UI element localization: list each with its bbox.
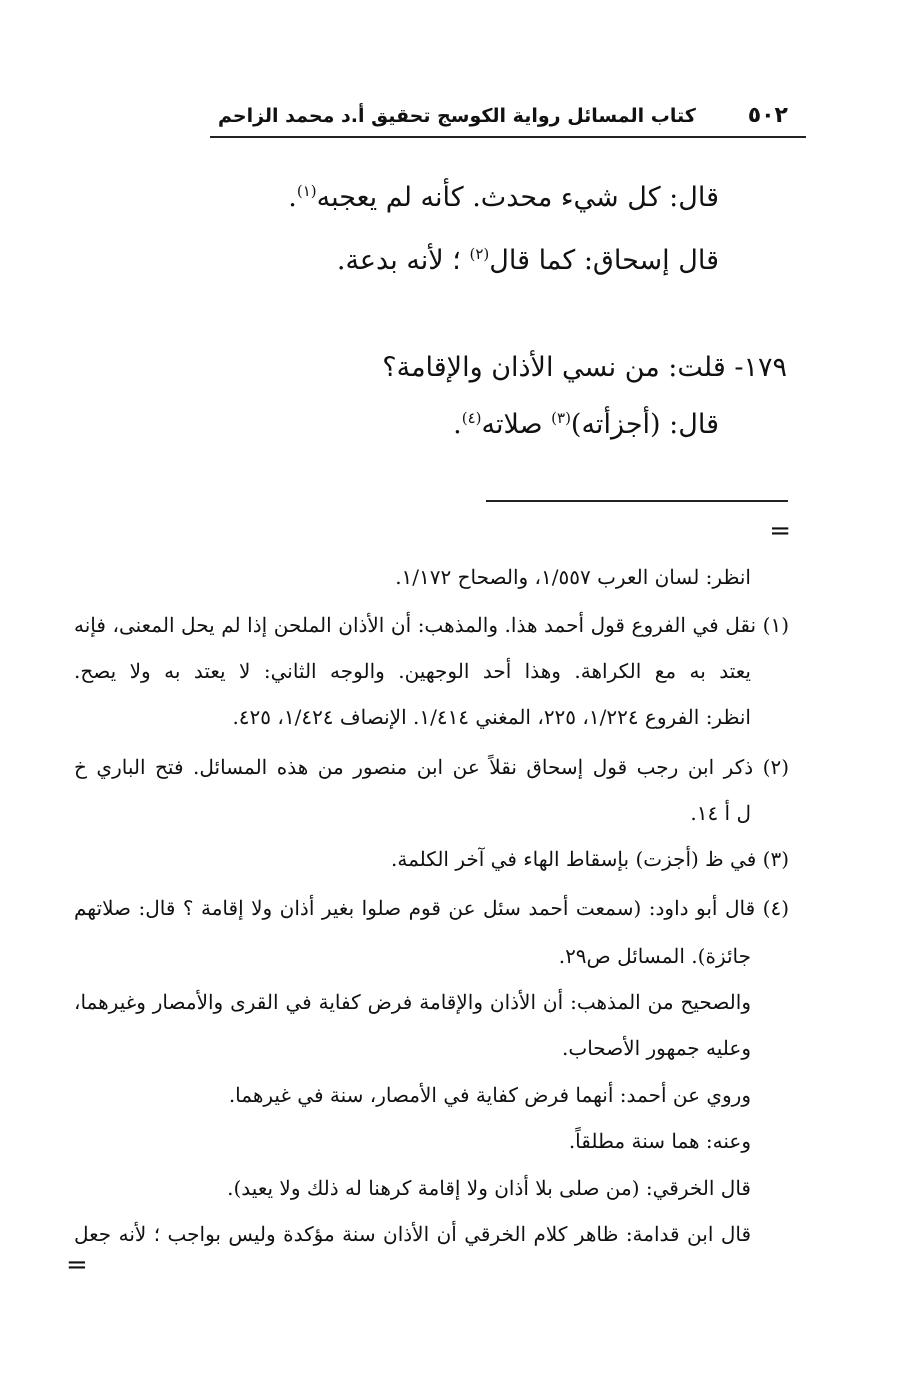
answer-text: قال: (أجزأته) bbox=[570, 409, 719, 440]
running-title: كتاب المسائل رواية الكوسج تحقيق أ.د محمد الزاحم bbox=[218, 105, 696, 127]
main-line-1-text: قال: كل شيء محدث. كأنه لم يعجبه bbox=[316, 182, 719, 213]
footnote-line-13: وعنه: هما سنة مطلقاً. bbox=[568, 1129, 751, 1153]
footnote-ref-1: (١) bbox=[296, 182, 317, 200]
continuation-mark-bottom: = bbox=[66, 1250, 88, 1280]
page-header bbox=[218, 96, 788, 136]
continuation-mark-top: = bbox=[769, 516, 791, 546]
footnote-line-7: (٣) في ظ (أجزت) بإسقاط الهاء في آخر الكلمة. bbox=[391, 847, 789, 871]
answer-end: . bbox=[453, 409, 462, 440]
main-line-1-end: . bbox=[288, 182, 297, 213]
footnote-ref-2: (٢) bbox=[469, 245, 490, 263]
main-line-2-end: ؛ لأنه بدعة. bbox=[336, 245, 470, 276]
footnote-line-10: والصحيح من المذهب: أن الأذان والإقامة فرض كفاية في القرى والأمصار وغيرهما، bbox=[74, 990, 751, 1014]
footnote-line-14: قال الخرقي: (من صلى بلا أذان ولا إقامة كرهنا له ذلك ولا يعيد). bbox=[227, 1176, 751, 1200]
footnote-ref-3: (٣) bbox=[551, 409, 571, 427]
footnote-line-1: انظر: لسان العرب ١/٥٥٧، والصحاح ١/١٧٢. bbox=[395, 565, 751, 589]
footnote-line-15: قال ابن قدامة: ظاهر كلام الخرقي أن الأذان سنة مؤكدة وليس بواجب ؛ لأنه جعل bbox=[74, 1222, 751, 1246]
footnote-line-6: ل أ ١٤. bbox=[690, 801, 751, 825]
footnote-line-4: انظر: الفروع ١/٢٢٤، ٢٢٥، المغني ١/٤١٤. الإنصاف ١/٤٢٤، ٤٢٥. bbox=[232, 705, 751, 729]
main-line-2-text: قال إسحاق: كما قال bbox=[489, 245, 719, 276]
footnote-separator bbox=[486, 500, 788, 502]
footnote-line-9: جائزة). المسائل ص٢٩. bbox=[558, 944, 751, 968]
question-179-text: ١٧٩- قلت: من نسي الأذان والإقامة؟ bbox=[382, 352, 787, 383]
footnote-ref-4: (٤) bbox=[461, 409, 482, 427]
header-rule bbox=[210, 136, 806, 138]
footnote-line-2: (١) نقل في الفروع قول أحمد هذا. والمذهب: أن الأذان الملحن إذا لم يحل المعنى، فإنه bbox=[74, 613, 789, 637]
page-number: ٥٠٢ bbox=[747, 103, 788, 128]
footnote-line-11: وعليه جمهور الأصحاب. bbox=[562, 1036, 751, 1060]
footnote-line-8: (٤) قال أبو داود: (سمعت أحمد سئل عن قوم صلوا بغير أذان ولا إقامة ؟ قال: صلاتهم bbox=[74, 896, 789, 920]
question-179 bbox=[382, 348, 787, 388]
footnote-line-3: يعتد به مع الكراهة. وهذا أحد الوجهين. والوجه الثاني: لا يعتد به ولا يصح. bbox=[74, 659, 751, 683]
main-line-2 bbox=[337, 241, 719, 281]
answer-mid: صلاته bbox=[481, 409, 552, 440]
main-line-answer bbox=[453, 405, 719, 445]
main-line-1 bbox=[288, 178, 719, 218]
footnote-line-5: (٢) ذكر ابن رجب قول إسحاق نقلاً عن ابن منصور من هذه المسائل. فتح الباري خ bbox=[74, 755, 789, 779]
footnote-line-12: وروي عن أحمد: أنهما فرض كفاية في الأمصار، سنة في غيرهما. bbox=[228, 1083, 751, 1107]
